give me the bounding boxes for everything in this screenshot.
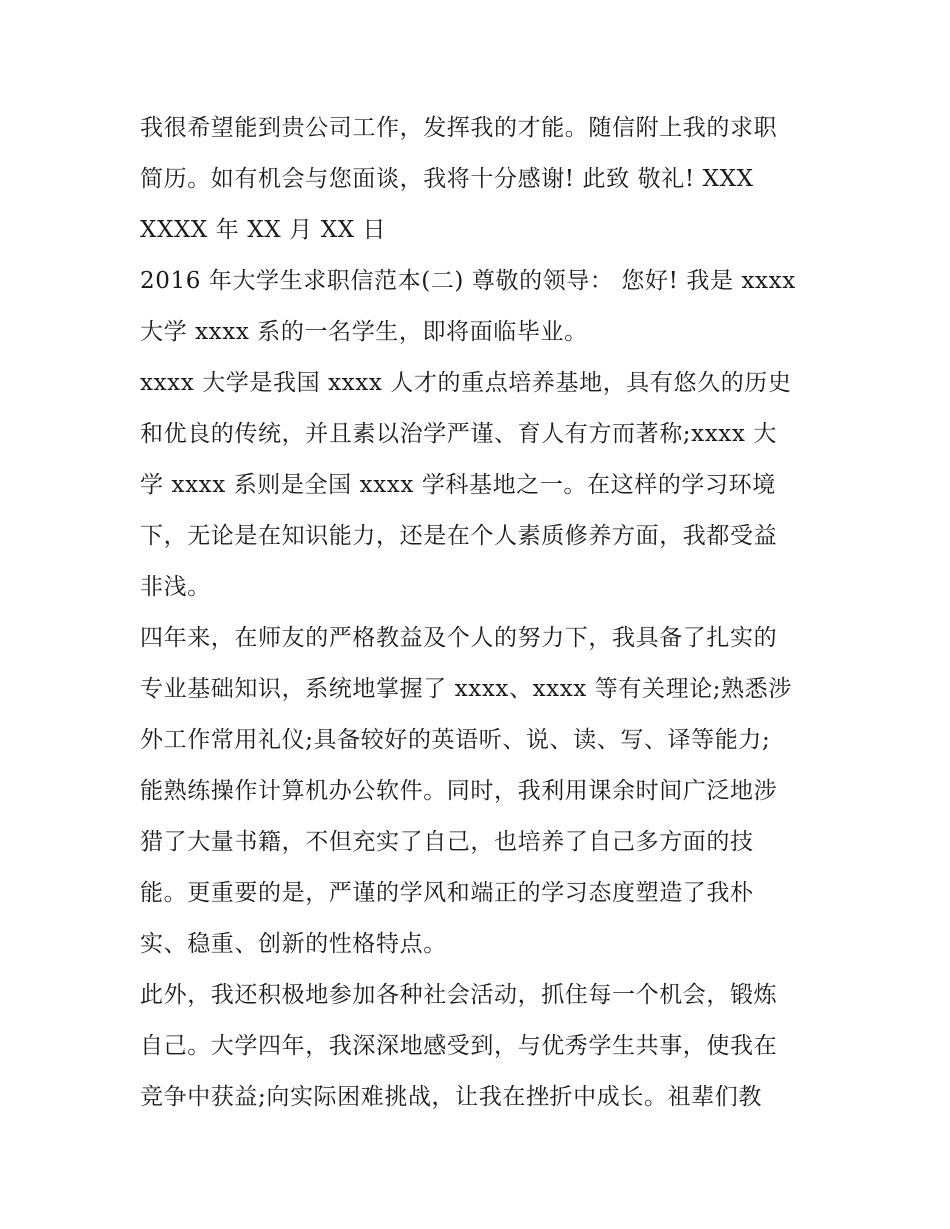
text-line: 2016 年大学生求职信范本(二) 尊敬的领导： 您好! 我是 xxxx <box>140 268 796 294</box>
text-line: 此外，我还积极地参加各种社会活动，抓住每一个机会，锻炼 <box>140 982 778 1008</box>
text-line: 学 xxxx 系则是全国 xxxx 学科基地之一。在这样的学习环境 <box>140 472 776 498</box>
text-line: XXXX 年 XX 月 XX 日 <box>140 217 387 243</box>
document-body <box>140 103 815 1123</box>
text-line: 四年来，在师友的严格教益及个人的努力下，我具备了扎实的 <box>140 625 778 651</box>
text-line: 简历。如有机会与您面谈，我将十分感谢! 此致 敬礼! XXX <box>140 166 754 192</box>
text-line: 能熟练操作计算机办公软件。同时，我利用课余时间广泛地涉 <box>140 778 778 804</box>
text-line: 实、稳重、创新的性格特点。 <box>140 931 447 957</box>
text-line: 外工作常用礼仪;具备较好的英语听、说、读、写、译等能力; <box>140 727 771 753</box>
text-line: 自己。大学四年，我深深地感受到，与优秀学生共事，使我在 <box>140 1033 778 1059</box>
text-line: 我很希望能到贵公司工作，发挥我的才能。随信附上我的求职 <box>140 115 778 141</box>
text-line: 下，无论是在知识能力，还是在个人素质修养方面，我都受益 <box>140 523 778 549</box>
text-line: 猎了大量书籍，不但充实了自己，也培养了自己多方面的技 <box>140 829 754 855</box>
text-line: 专业基础知识，系统地掌握了 xxxx、xxxx 等有关理论;熟悉涉 <box>140 676 792 702</box>
text-line: 非浅。 <box>140 574 211 600</box>
text-line: 和优良的传统，并且素以治学严谨、育人有方而著称;xxxx 大 <box>140 421 777 447</box>
text-line: 竞争中获益;向实际困难挑战，让我在挫折中成长。祖辈们教 <box>140 1084 762 1110</box>
text-line: 大学 xxxx 系的一名学生，即将面临毕业。 <box>140 319 588 345</box>
text-line: xxxx 大学是我国 xxxx 人才的重点培养基地，具有悠久的历史 <box>140 370 792 396</box>
text-line: 能。更重要的是，严谨的学风和端正的学习态度塑造了我朴 <box>140 880 754 906</box>
